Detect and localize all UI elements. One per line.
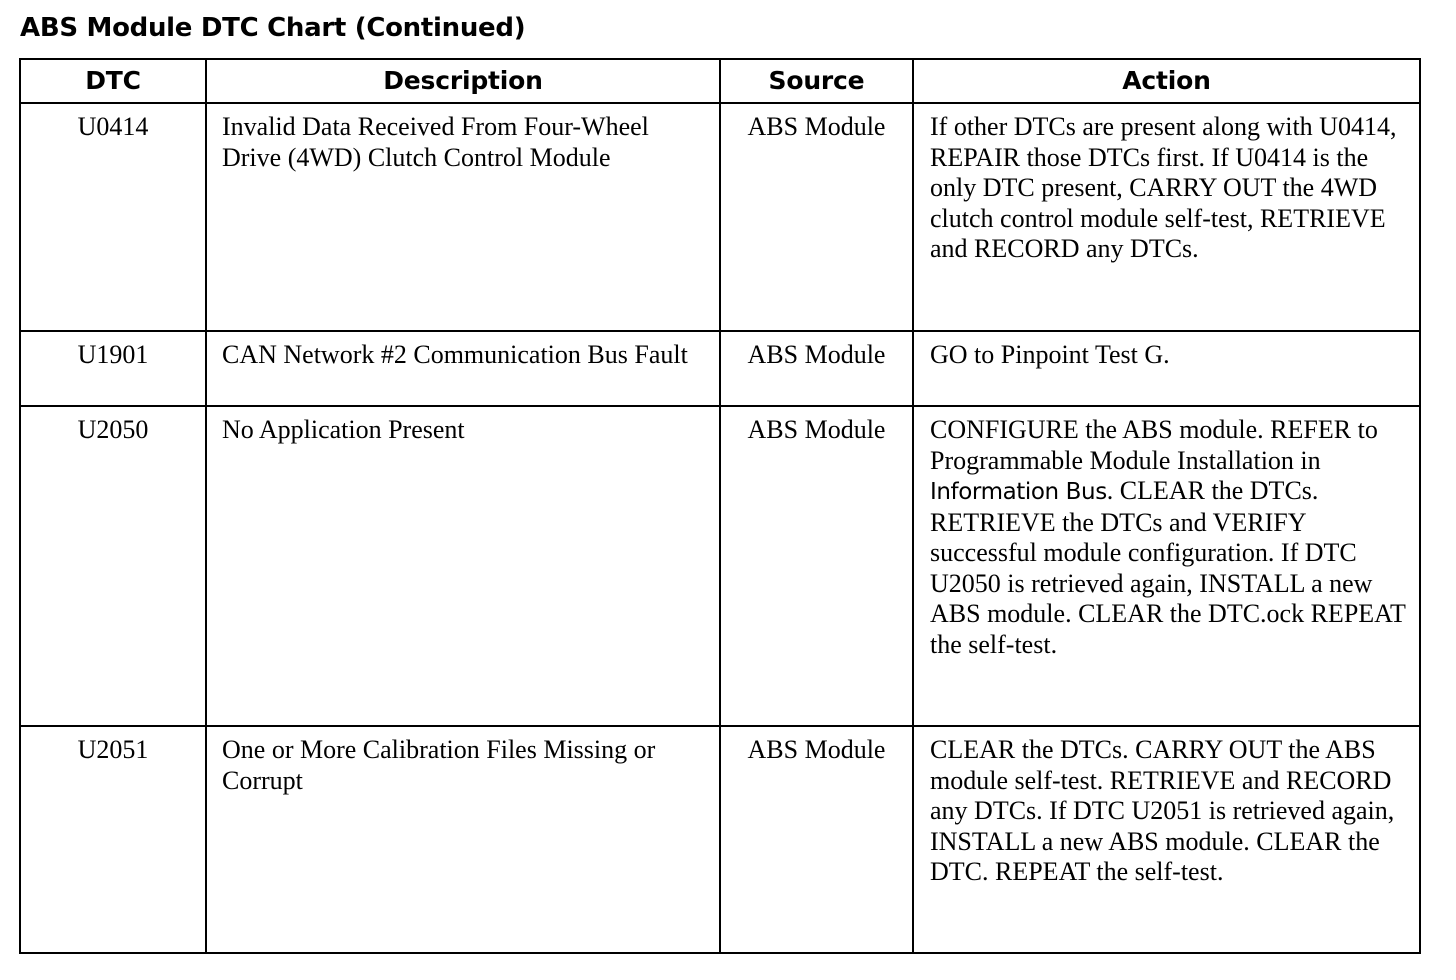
table-row	[20, 331, 1420, 406]
dtc-description: CAN Network #2 Communication Bus Fault	[206, 331, 720, 406]
table-row	[20, 103, 1420, 331]
dtc-action: CLEAR the DTCs. CARRY OUT the ABS module self-test. RETRIEVE and RECORD any DTCs. If DTC U2051 is retrieved again, INSTALL a new ABS module. CLEAR the DTC. REPEAT the self-test.	[913, 726, 1420, 953]
dtc-chart-table	[19, 58, 1421, 954]
dtc-source: ABS Module	[720, 406, 913, 726]
dtc-action-text-end: . CLEAR the DTCs. RETRIEVE the DTCs and VERIFY successful module configuration. If DTC U2050 is retrieved again, INSTALL a new ABS module. CLEAR the DTC.ock REPEAT the self-test.	[930, 476, 1406, 659]
table-header-row	[20, 59, 1420, 103]
column-header-description: Description	[206, 59, 720, 103]
column-header-dtc: DTC	[20, 59, 206, 103]
dtc-source: ABS Module	[720, 726, 913, 953]
dtc-description: Invalid Data Received From Four-Wheel Drive (4WD) Clutch Control Module	[206, 103, 720, 331]
dtc-action: If other DTCs are present along with U0414, REPAIR those DTCs first. If U0414 is the only DTC present, CARRY OUT the 4WD clutch control module self-test, RETRIEVE and RECORD any DTCs.	[913, 103, 1420, 331]
table-row	[20, 726, 1420, 953]
page-title: ABS Module DTC Chart (Continued)	[20, 13, 526, 43]
column-header-action: Action	[913, 59, 1420, 103]
dtc-description: One or More Calibration Files Missing or Corrupt	[206, 726, 720, 953]
dtc-source: ABS Module	[720, 331, 913, 406]
dtc-description: No Application Present	[206, 406, 720, 726]
dtc-code: U2051	[20, 726, 206, 953]
dtc-code: U1901	[20, 331, 206, 406]
dtc-code: U2050	[20, 406, 206, 726]
column-header-source: Source	[720, 59, 913, 103]
dtc-code: U0414	[20, 103, 206, 331]
dtc-action: GO to Pinpoint Test G.	[913, 331, 1420, 406]
information-bus-reference: Information Bus	[930, 479, 1107, 505]
dtc-action-text-start: CONFIGURE the ABS module. REFER to Programmable Module Installation in	[930, 415, 1378, 475]
dtc-action	[913, 406, 1420, 726]
dtc-source: ABS Module	[720, 103, 913, 331]
table-row	[20, 406, 1420, 726]
